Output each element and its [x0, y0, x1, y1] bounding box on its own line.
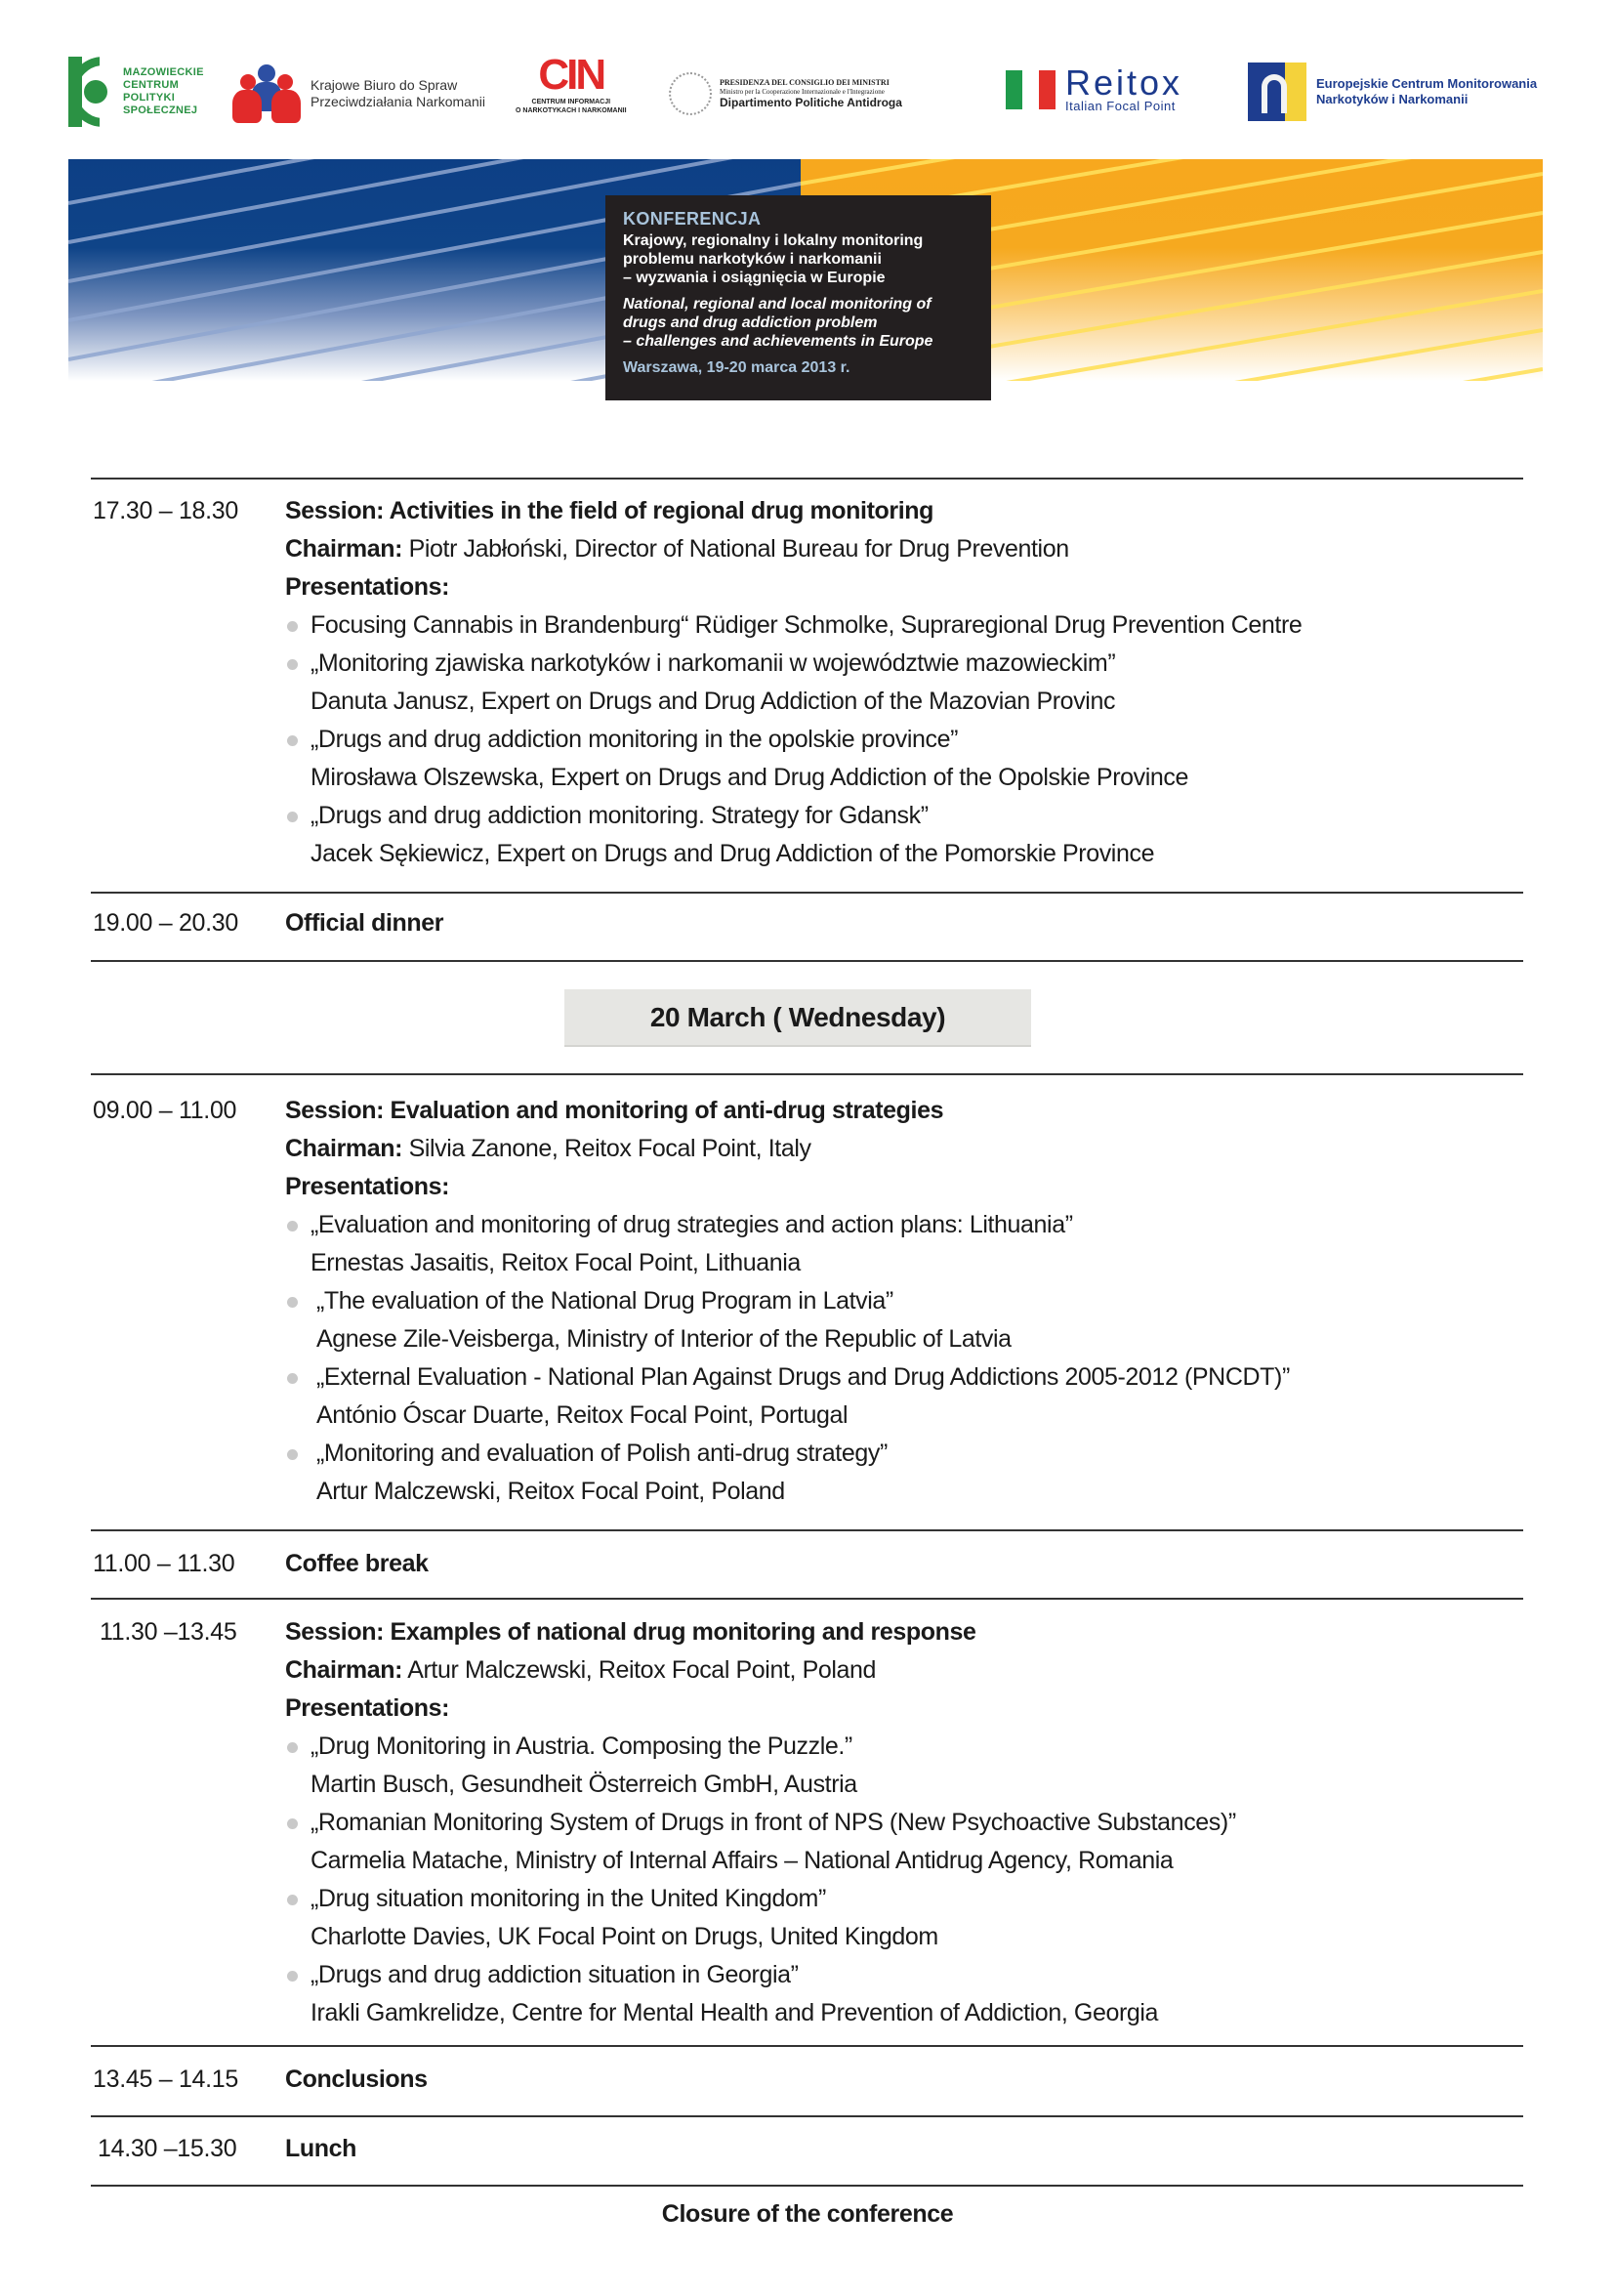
presidenza-name: PRESIDENZA DEL CONSIGLIO DEI MINISTRI Ministro per la Cooperazione Internazionale e l'Integrazione Dipartimento Politiche Antidroga: [720, 78, 902, 109]
logo-mcps: [68, 57, 204, 127]
bullet-icon: [287, 1449, 298, 1460]
divider: [91, 1073, 1523, 1075]
mcps-c-icon: [68, 57, 113, 127]
closure-label: Closure of the conference: [661, 2200, 954, 2228]
bullet-icon: [287, 1895, 298, 1905]
session-block: [285, 1092, 1290, 1511]
session-time: 17.30 – 18.30: [93, 497, 239, 524]
mcps-name: MAZOWIECKIE CENTRUM POLITYKI SPOŁECZNEJ: [123, 66, 204, 116]
eu-stars-arch-icon: [1248, 63, 1306, 121]
conference-label: KONFERENCJA: [623, 209, 762, 229]
bullet-icon: [287, 1742, 298, 1753]
presentations-label: Presentations:: [285, 1173, 450, 1200]
divider: [91, 960, 1523, 962]
divider: [91, 1529, 1523, 1531]
bullet-icon: [287, 1971, 298, 1982]
presentation-item: Focusing Cannabis in Brandenburg“ Rüdiger Schmolke, Supraregional Drug Prevention Centre: [285, 606, 1302, 645]
people-group-icon: [232, 64, 301, 123]
conclusions-time: 13.45 – 14.15: [93, 2066, 239, 2093]
chairman-line: Chairman: Piotr Jabłoński, Director of National Bureau for Drug Prevention: [285, 535, 1069, 563]
chairman-line: Chairman: Artur Malczewski, Reitox Focal Point, Poland: [285, 1656, 877, 1684]
dinner-label: Official dinner: [285, 909, 444, 937]
day-header: 20 March ( Wednesday): [564, 989, 1031, 1047]
divider: [91, 2115, 1523, 2117]
presentation-item: „Drugs and drug addiction situation in Georgia” Irakli Gamkrelidze, Centre for Mental Health and Prevention of Addiction, Georgia: [285, 1956, 1236, 2032]
presentation-item: „Romanian Monitoring System of Drugs in front of NPS (New Psychoactive Substances)” Carmelia Matache, Ministry of Internal Affairs – National Antidrug Agency, Romania: [285, 1804, 1236, 1880]
bullet-icon: [287, 735, 298, 746]
session-time: 11.30 –13.45: [100, 1618, 237, 1646]
logo-emcdda: [1085, 63, 1537, 121]
presentation-item: „Evaluation and monitoring of drug strategies and action plans: Lithuania” Ernestas Jasaitis, Reitox Focal Point, Lithuania: [285, 1206, 1290, 1282]
presentations-label: Presentations:: [285, 573, 450, 601]
divider: [91, 478, 1523, 480]
conference-title-box: [605, 195, 991, 400]
coffee-label: Coffee break: [285, 1550, 429, 1577]
bullet-icon: [287, 621, 298, 632]
bullet-icon: [287, 1818, 298, 1829]
presentation-item: „The evaluation of the National Drug Program in Latvia” Agnese Zile-Veisberga, Ministry of Interior of the Republic of Latvia: [285, 1282, 1290, 1358]
session-title: Session: Evaluation and monitoring of anti-drug strategies: [285, 1097, 944, 1124]
presentation-item: „Monitoring and evaluation of Polish anti-drug strategy” Artur Malczewski, Reitox Focal Point, Poland: [285, 1435, 1290, 1511]
session-block: [285, 1613, 1236, 2032]
bullet-icon: [287, 812, 298, 822]
presentation-item: „Monitoring zjawiska narkotyków i narkomanii w województwie mazowieckim” Danuta Janusz, Expert on Drugs and Drug Addiction of the Mazovian Provinc: [285, 645, 1302, 721]
session-block: [285, 492, 1302, 873]
logo-cinn: CIN CENTRUM INFORMACJI O NARKOTYKACH I NARKOMANII: [516, 51, 627, 114]
banner-stripe: [801, 159, 1543, 184]
session-title: Session: Activities in the field of regional drug monitoring: [285, 497, 934, 524]
conference-place-date: Warszawa, 19-20 marca 2013 r.: [623, 359, 850, 376]
logo-presidenza: [669, 72, 902, 115]
divider: [91, 892, 1523, 894]
reitox-name: Reitox Italian Focal Point: [1065, 63, 1183, 113]
presentations-label: Presentations:: [285, 1694, 450, 1722]
logo-kbpn: [232, 64, 485, 123]
bullet-icon: [287, 1221, 298, 1231]
dinner-time: 19.00 – 20.30: [93, 909, 239, 937]
lunch-time: 14.30 –15.30: [98, 2135, 237, 2162]
presentation-item: „External Evaluation - National Plan Against Drugs and Drug Addictions 2005-2012 (PNCDT)” António Óscar Duarte, Reitox Focal Point, Portugal: [285, 1358, 1290, 1435]
session-time: 09.00 – 11.00: [93, 1097, 237, 1124]
presentation-item: „Drugs and drug addiction monitoring. Strategy for Gdansk” Jacek Sękiewicz, Expert on Drugs and Drug Addiction of the Pomorskie Province: [285, 797, 1302, 873]
kbpn-name: Krajowe Biuro do Spraw Przeciwdziałania Narkomanii: [311, 77, 485, 109]
presentation-item: „Drugs and drug addiction monitoring in the opolskie province” Mirosława Olszewska, Expert on Drugs and Drug Addiction of the Opolskie Province: [285, 721, 1302, 797]
title-polish: Krajowy, regionalny i lokalny monitoring problemu narkotyków i narkomanii – wyzwania i osiągnięcia w Europie: [623, 232, 924, 286]
cin-mark-icon: CIN: [538, 51, 604, 99]
bullet-icon: [287, 1297, 298, 1308]
session-title: Session: Examples of national drug monitoring and response: [285, 1618, 976, 1646]
emblem-icon: [669, 72, 712, 115]
divider: [91, 1598, 1523, 1600]
chairman-line: Chairman: Silvia Zanone, Reitox Focal Point, Italy: [285, 1135, 811, 1162]
bullet-icon: [287, 1373, 298, 1384]
bullet-icon: [287, 659, 298, 670]
conclusions-label: Conclusions: [285, 2066, 428, 2093]
emcdda-name: Europejskie Centrum Monitorowania Narkotyków i Narkomanii: [1316, 76, 1538, 106]
presentation-item: „Drug situation monitoring in the United Kingdom” Charlotte Davies, UK Focal Point on Drugs, United Kingdom: [285, 1880, 1236, 1956]
presentation-item: „Drug Monitoring in Austria. Composing the Puzzle.” Martin Busch, Gesundheit Österreich GmbH, Austria: [285, 1728, 1236, 1804]
title-english: National, regional and local monitoring of drugs and drug addiction problem – challenges and achievements in Europe: [623, 296, 933, 350]
italian-flag-icon: [1006, 70, 1056, 109]
divider: [91, 2045, 1523, 2047]
coffee-time: 11.00 – 11.30: [93, 1550, 235, 1577]
divider: [91, 2185, 1523, 2187]
lunch-label: Lunch: [285, 2135, 356, 2162]
